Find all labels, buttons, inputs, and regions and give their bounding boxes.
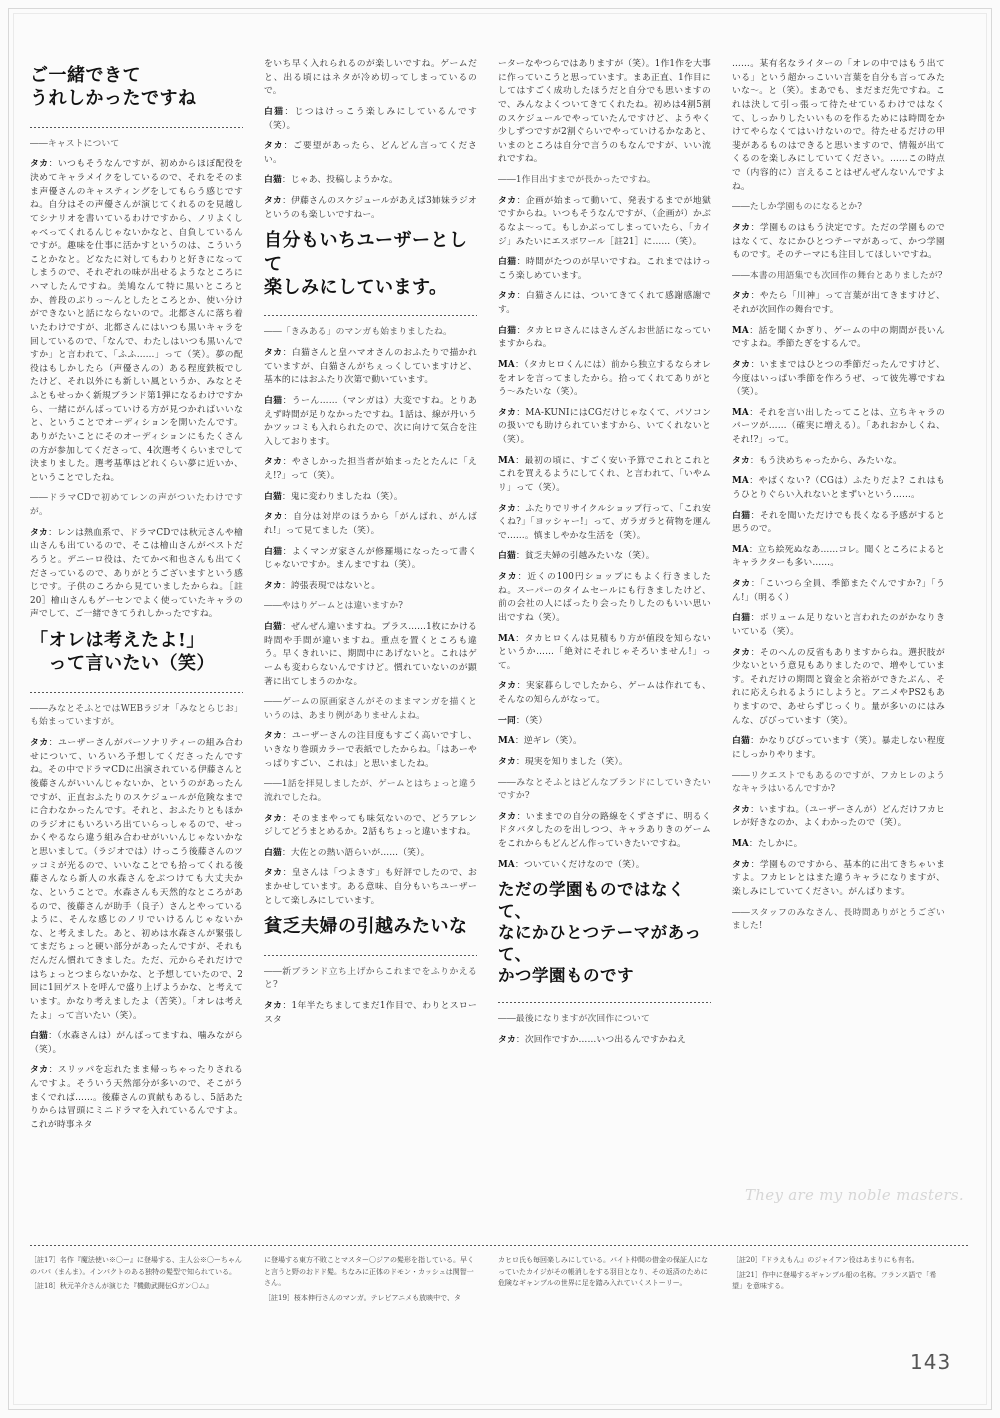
answer-text: ：それを聞いただけでも長くなる予感がすると思うので。 [732,510,945,535]
footnote-divider [30,1245,970,1246]
speaker-name: タカ [732,222,751,233]
answer-text: ：（笑） [515,715,548,726]
page-number: 143 [910,1350,952,1374]
speaker-name: タカ [264,580,282,591]
answer-text: ：学園ものですから、基本的に出てきちゃいますよ。フカヒレとはまた違うキャラになりますが、楽しみにしていてください。がんばります。 [732,859,945,897]
answer-text: ：いつもそうなんですが、初めからほぼ配役を決めてキャラメイクをしているので、それをそのまま声優さんのキャスティングをしてもらう感じですね。自分はその声優さんが演じてくれるのを見越してシナリオを書いているわけですから、ノリよくしゃべってくれるんじゃないかなと、自負しているんですが。趣味を仕事に活かすというのは、こういうことかなと。どなたに対してもわりと好きになってしまうので、それぞれの味が出せるようなところにハマしたんですね。美鳩なんて特に黒いところとか、普段のぶりっ～んとしたところとか、使い分けができないと話にならないので。北都さんに落ち着いたわけですが、北都さんにはいつも黒いキャラを回しているので、「なんで、わたしはいつも黒いんですか」と言われて、「ふふ……」って（笑）。夢の配役はもしかしたら（声優さんの）ある程度鉄板でしたけど、それ以外にも新しい風というか、みなとそふともせっかく新規ブランド第1弾になるわけですから、一緒にがんばっていける方が見つかればいいなと、ということでオーディションを開いたんです。ありがたいことにそのオーディションにもたくさんの方が参加してくださって、4次選考くらいまでして決まりました。選考基準はどれくらい夢に近いか、ということでしたね。 [30,159,243,483]
interview-answer [498,503,711,544]
footnote-column-1 [30,1255,243,1296]
speaker-name: タカ [732,359,751,370]
answer-text: ：うーん……（マンガは）大変ですね。とりあえず時間が足りなかったですね。1話は、線が丹いうかツッコミも入れられたので、次に向けて気合を注入しております。 [264,395,477,447]
speaker-name: タカ [732,291,751,302]
interview-answer [732,544,945,571]
body-paragraph: ーターなやつらではありますが（笑）。1作1作を大事に作っていこうと思っています。まあ正直、1作目にしてはすごく成功したほうだと自分でも思いますので、みんなよくついてきてくれたね。初めは4割5割のスケジュールでやっていたんですけど、ようやく少しずつですが2割ぐらいでやっていけるかなあと、いまのところは自分で言うのもなんですが、いい流れですね。 [498,59,711,165]
heading-rule [30,127,243,128]
interview-answer [498,859,711,873]
speaker-name: タカ [264,512,284,523]
interview-question: ――やはりゲームとは違いますか? [264,601,404,612]
interview-answer [732,838,945,852]
interview-answer [732,455,945,469]
speaker-name: タカ [498,1035,516,1046]
footnote-column-4 [732,1255,945,1296]
interview-answer [732,859,945,900]
answer-text: ：たしかに。 [748,839,803,849]
answer-text: ：ボリューム足りないと言われたのがかなりきいている（笑）。 [732,613,945,637]
answer-text: ：そのへんの反省もありますからね。選択肢が少ないという意見もありましたので、増やしています。それだけの期間と資金と余裕ができたぶん、それに応えられるようにしようと。アニメやPS2もありますので、あせらずじっくり。量が多いのにはみんな、びびっています（笑）。 [732,647,945,726]
text-column-4 [732,58,945,941]
answer-text: ：もう決めちゃったから、みたいな。 [749,455,903,466]
answer-text: ：やばくない?（CGは）ふたりだよ? これはもうひとりぐらい入れないとまずいという……。 [732,476,945,500]
speaker-name: 白猫 [732,736,751,747]
answer-text: ：やたら「川神」って言葉が出てきますけど、それが次回作の舞台です。 [732,291,945,315]
interview-answer [498,715,711,729]
answer-text: ：スリッパを忘れたまま帰っちゃったりされるんですよ。そういう天然部分が多いので、そこがうまくでれば……。後藤さんの貢献もあるし、5話あたりからは冒頭にミニドラマを入れているんですよ。これが時事ネタ [30,1065,243,1130]
answer-text: ：いままではひとつの季節だったんですけど、今度はいっぱい季節を作ろうぜ、って彼先導ですね（笑）。 [732,359,945,398]
interview-answer [498,680,711,707]
answer-text: ：レンは熱血系で、ドラマCDでは秋元さんや檜山さんも出ているので、そこは檜山さんがベストだろうと。デニーロ役は、たてかべ和也さんも出てくださっているので、ありがとうございますという感じです。子供のころから見ていましたからね。［註20］檜山さんもゲーセンでよく使っていたキャラの声でして、ご一緒できてうれしかったですね。 [30,527,243,620]
interview-answer [264,456,477,483]
interview-answer [264,580,477,594]
speaker-name: MA [732,325,749,336]
answer-text: ：ユーザーさんの注目度もすごく高いですし、いきなり巻頭カラーで表紙でしたからね。「はあーやっぱりすごい、これは」と思いましたね。 [264,731,477,769]
interview-answer [264,1000,477,1027]
interview-answer [264,395,477,450]
answer-text: ：よくマンガ家さんが修羅場になったって書くじゃないですか。まんまですね（笑）。 [264,546,477,571]
interview-answer [498,756,711,770]
interview-answer [30,1030,243,1057]
interview-answer [264,621,477,689]
interview-answer [30,158,243,485]
interview-answer [30,737,243,1023]
interview-answer [498,359,711,400]
answer-text: ：タカヒロさんにはさんざんお世話になっていますからね。 [498,325,711,350]
footnote: カヒロ氏も毎回楽しみにしている。バイト仲間の借金の保証人になっていたカイジがその帳消しをする羽目となり、その返済のために危険なギャンブルの世界に足を踏み入れていくストーリー。 [498,1256,708,1288]
speaker-name: タカ [264,348,283,359]
speaker-name: タカ [30,159,49,170]
answer-text: ：「こいつら全員、季節またぐんですか?」「うん!」（明るく） [732,579,945,603]
interview-answer [732,578,945,605]
speaker-name: 白猫 [264,546,283,557]
interview-answer [30,1064,243,1132]
interview-answer [732,735,945,762]
speaker-name: タカ [264,141,284,152]
interview-question: ――みなとそふとはどんなブランドにしていきたいですか? [498,777,711,802]
interview-answer [264,546,477,573]
speaker-name: タカ [264,1000,283,1011]
speaker-name: 白猫 [732,613,751,624]
speaker-name: タカ [30,1065,49,1076]
interview-answer [264,195,477,222]
interview-answer [30,527,243,622]
speaker-name: 白猫 [732,510,751,521]
answer-text: ：やさしかった担当者が始まったとたんに「ええ!?」って（笑）。 [264,457,477,482]
interview-answer [732,647,945,729]
interview-question: ――スタッフのみなさん、長時間ありがとうございました! [732,907,945,932]
speaker-name: タカ [732,859,751,870]
interview-answer [732,612,945,639]
section-heading: 自分もいちユーザーとして 楽しみにしています。 [264,230,468,299]
answer-text: ：貧乏夫婦の引越みたいな（笑）。 [515,551,655,562]
heading-rule [498,1002,711,1003]
speaker-name: MA [498,859,515,870]
interview-answer [264,867,477,908]
answer-text: ：タカヒロくんは見積もり方が値段を知らないというか……「絶対にそれじゃそろいません!」って。 [498,633,711,671]
heading-rule [264,955,477,956]
speaker-name: 白猫 [264,847,282,858]
speaker-name: タカ [498,572,518,582]
body-paragraph: ……。某有名なライターの「オレの中ではもう出ている」という超かっこいい言葉を自分も言ってみたいな～。と（笑）。まあでも、まだまだ先ですね。これは決して引っ張って待たせているわけではなくて、しっかりしたいいものを作るためには時間をかけてやらなくてはいけないので。待たせるだけの甲斐があるものはできると思いますので、情報が出てくるのを楽しみにしていてください。……この時点で（内容的に）言えることはぜんぜんないんですよね。 [732,59,945,192]
interview-answer [732,359,945,400]
section-heading: 「オレは考えたよ!」 って言いたい（笑） [30,630,215,675]
answer-text: ：（水森さんは）がんばってますね、噛みながら（笑）。 [30,1031,243,1055]
interview-answer [732,407,945,448]
interview-answer [498,407,711,448]
answer-text: ：ユーザーさんがパーソナリティーの組み合わせについて、いろいろ予想してくださったんですね。その中でドラマCDに出演されている伊藤さんと後藤さんがいいんじゃないか、というのがあったんですが、正直おふたりのスケジュールが危険なまでに合わなかったんです。それと、おふたりともほかのラジオにもいろいろ出ていらっしゃるので、せっかくやるなら違う組み合わせがいいんじゃないかなと思いまして。（ラジオでは）けっこう後藤さんのツッコミが光るので、いいなことでも拾ってくれる後藤さんなら新人の水森さんをぶつけても大丈夫かな、ということで。水森さんも天然的なところがあるので、後藤さんが助手（良子）さんとやっているように、そんな感じのノリでいけるんじゃないかな、と考えました。あと、初めは水森さんが緊張してまだちょっと硬い部分があったんですが、それもだんだん慣れてきました。ただ、元からそれだけではちょっとつまらないかな、と予想していたので、2回に1回ゲストを呼んで盛り上げようかな、と考えています。かなり考えましたよ（苦笑）。「オレは考えたよ」って言いたい（笑）。 [30,738,243,1021]
speaker-name: タカ [732,804,751,815]
speaker-name: MA [732,407,749,418]
speaker-name: タカ [732,579,751,589]
interview-answer [498,633,711,674]
interview-answer [498,811,711,852]
answer-text: ：現実を知りました（笑）。 [515,756,628,767]
answer-text: ：近くの100円ショップにもよく行きましたね。スーパーのタイムセールにも行きましたけど、前の会社の人にばったり会ったりしたのもいい思い出ですね（笑）。 [498,572,711,623]
footnote: ［註20］『ドラえもん』のジャイアン役はあまりにも有名。 [732,1256,919,1264]
answer-text: ：大佐との熱い語らいが……（笑）。 [281,847,430,858]
answer-text: ：鬼に変わりましたね（笑）。 [281,491,403,502]
speaker-name: タカ [264,457,283,468]
heading-rule [30,692,243,693]
interview-answer [498,290,711,317]
speaker-name: タカ [732,647,751,658]
section-heading: ただの学園ものではなくて、 なにかひとつテーマがあって、 かつ学園ものです [498,880,702,985]
answer-text: ：白猫さんには、ついてきてくれて感謝感謝です。 [498,291,711,315]
answer-text: ：じゃあ、投稿しようかな。 [281,175,398,186]
speaker-name: タカ [498,756,516,767]
speaker-name: タカ [30,738,49,749]
interview-answer [264,730,477,771]
interview-answer [498,1034,711,1048]
speaker-name: タカ [264,196,283,206]
speaker-name: 白猫 [264,491,282,502]
answer-text: ：それを言い出したってことは、立ちキャラのパーツが……（確実に増える）。「あれおかしくね、それ!?」って。 [732,407,945,445]
answer-text: ：ぜんぜん違いますね。プラス……1枚にかける時間や手間が違いますね。重点を置くところも違う。早くきれいに、期間中にあげないと。これはゲームも変わらないんですけど。慣れていないのが顕著に出てしまうのかな。 [264,622,477,687]
interview-question: ――ゲームの原画家さんがそのままマンガを描くというのは、あまり例がありませんよね。 [264,697,477,721]
answer-text: ：話を聞くかぎり、ゲームの中の期間が長いんですよね。季節たぎをするんで。 [732,325,945,350]
speaker-name: MA [732,544,749,555]
answer-text: ：実家暮らしでしたから、ゲームは作れても、そんなの知らんがなって。 [498,681,711,705]
interview-question: ――本書の用語集でも次回作の舞台とありましたが? [732,270,943,281]
interview-question: ――新ブランド立ち上げからこれまでをふりかえると? [264,966,477,991]
footnote: に登場する東方不敗ことマスター〇ジアの髪形を指している。早くと言うと野のおドド髪。ちなみに正体のドモン・カッシュは関智一さん。 [264,1256,474,1288]
interview-question: ――1話を拝見しましたが、ゲームとはちょっと違う流れでしたね。 [264,779,477,803]
answer-text: ：かなりびびっています（笑）。暴走しない程度にしっかりやります。 [732,736,945,760]
speaker-name: タカ [30,527,49,538]
speaker-name: タカ [498,681,517,692]
interview-answer [498,735,711,749]
speaker-name: 一同 [498,715,516,726]
answer-text: ：立ち絵死ぬなあ……コレ。聞くところによるとキャラクターも多い……。 [732,544,946,569]
answer-text: ：自分は対岸のほうから「がんばれ、がんばれ!」って見てました（笑）。 [264,512,477,536]
interview-answer [264,140,477,167]
footnote-column-2 [264,1255,477,1307]
interview-answer [264,106,477,133]
answer-text: ：企画が始まって動いて、発表するまでが地獄ですからね。いつもそうなんですが、（企画が）かぶるなよ～って。もしかぶってしまっていたら、「カイジ」みたいにエスポワール［註21］に……（笑）。 [498,195,711,247]
speaker-name: MA [498,359,515,370]
speaker-name: 白猫 [264,622,283,633]
speaker-name: タカ [732,455,750,466]
interview-question: ――1作目出すまでが長かったですね。 [498,175,656,185]
answer-text: ：ついていくだけなので（笑）。 [514,859,645,870]
speaker-name: 白猫 [498,551,516,562]
tagline-watermark: They are my noble masters. [745,1186,964,1204]
interview-answer [264,511,477,538]
interview-answer [498,571,711,626]
interview-answer [498,256,711,283]
text-column-2 [264,58,477,1034]
speaker-name: MA [498,736,515,747]
answer-text: ：いままでの自分の路線をくずさずに、明るくドタバタしたのを出しつつ、キャラありきのゲームをこれからもどんどん作っていきたいですね。 [498,811,711,849]
section-heading: ご一緒できて うれしかったですね [30,65,197,110]
speaker-name: タカ [264,813,283,824]
answer-text: ：逆ギレ（笑）。 [514,736,582,747]
speaker-name: タカ [498,291,517,302]
answer-text: ：ふたりでリサイクルショップ行って、「これ安くね?」「ヨッシャー!」って、ガラガラと荷物を運んで……。慎ましやかな生活を（笑）。 [498,503,711,541]
interview-answer [732,222,945,263]
body-paragraph: をいち早く入れられるのが楽しいですね。ゲームだと、出る頃にはネタが冷め切ってしまっているので。 [264,59,477,97]
answer-text: ：そのままやっても味気ないので、どうアレンジしてどうまとめるか。2話もちょっと違いますね。 [264,813,477,838]
answer-text: ：（タカヒロくんには）前から独立するならオレをオレを言ってましたから。拾ってくれてありがとう～みたいな（笑）。 [498,359,711,398]
speaker-name: タカ [264,731,283,742]
interview-question: ――たしか学園ものになるとか? [732,202,863,213]
answer-text: ：じつはけっこう楽しみにしているんです（笑）。 [264,106,477,131]
speaker-name: タカ [498,195,517,206]
speaker-name: タカ [498,811,517,822]
answer-text: ：皇さんは「つよきす」も好評でしたので、おまかせしています。ある意味、自分もいちユーザーとして楽しみにしています。 [264,868,477,906]
speaker-name: タカ [498,503,517,514]
answer-text: ：次回作ですか……いつ出るんですかねえ [515,1035,686,1046]
speaker-name: MA [732,476,749,487]
answer-text: ：1年半たちましてまだ1作目で、わりとスロースタ [264,1000,477,1025]
interview-question: ――みなとそふとではWEBラジオ「みなとらじお」も始まっていますが。 [30,703,243,728]
speaker-name: 白猫 [498,325,517,336]
speaker-name: 白猫 [264,395,283,406]
interview-answer [732,325,945,352]
speaker-name: MA [732,839,749,849]
interview-question: ――最後になりますが次回作について [498,1014,650,1025]
interview-answer [498,455,711,496]
speaker-name: MA [498,455,515,466]
interview-answer [264,813,477,840]
answer-text: ：伊藤さんのスケジュールがあえば3姉妹ラジオというのも楽しいですねー。 [264,196,477,220]
answer-text: ：誇張表現ではないと。 [281,580,381,591]
footnote: ［註17］名作『魔法使い※〇ー』に登場する、主人公※〇ーちゃんのパパ（まんま）。インパクトのある独特の髪型で知られている。 [30,1256,242,1276]
footnote: ［註21］作中に登場するギャンブル船の名称。フランス語で「希望」を意味する。 [732,1270,937,1291]
footnote-column-3 [498,1255,711,1293]
heading-rule [264,315,477,316]
footnote: ［註19］桜本伸行さんのマンガ。テレビアニメも放映中で、タ [264,1293,461,1302]
answer-text: ：いますね。（ユーザーさんが）どんだけフカヒレが好きなのか、よくわかったので（笑）。 [732,804,945,829]
answer-text: ：ご要望があったら、どんどん言ってください。 [264,141,477,165]
text-column-1 [30,58,243,1140]
speaker-name: 白猫 [498,257,517,268]
interview-answer [498,550,711,564]
section-heading: 貧乏夫婦の引越みたいな [264,916,468,938]
speaker-name: MA [498,633,515,644]
speaker-name: 白猫 [264,175,282,186]
answer-text: ：最初の頃に、すごく安い予算でこれとこれとこれを買えるようにしてくれ、と言われて、「いやムリ」って（笑）。 [498,455,711,493]
interview-answer [498,195,711,250]
interview-answer [264,174,477,188]
interview-answer [732,510,945,537]
speaker-name: タカ [498,407,517,418]
speaker-name: タカ [264,868,283,879]
text-column-3 [498,58,711,1055]
answer-text: ：学園ものはもう決定です。ただの学園ものではなくて、なにかひとつテーマがあって、かつ学園ものです。そのテーマにも注目してほしいですね。 [732,222,945,261]
interview-question: ――ドラマCDで初めてレンの声がついたわけですが。 [30,493,243,518]
interview-answer [732,290,945,317]
footnote: ［註18］秋元羊介さんが演じた『機動武闘伝Gガン〇ム』 [30,1282,213,1291]
answer-text: ：白猫さんと皇ハマオさんのおふたりで描かれていますが、白猫さんがちぇっくしていますけど、基本的にはおふたり次第で動いています。 [264,348,477,386]
speaker-name: 白猫 [30,1031,49,1042]
interview-answer [264,491,477,505]
interview-answer [264,347,477,388]
interview-question: ――「きみある」のマンガも始まりましたね。 [264,327,452,338]
interview-answer [498,325,711,352]
answer-text: ：時間がたつのが早いですね。これまではけっこう楽しめています。 [498,257,711,281]
interview-question: ――リクエストでもあるのですが、フカヒレのようなキャラはいるんですか? [732,770,945,795]
speaker-name: 白猫 [264,106,285,117]
interview-answer [264,847,477,861]
answer-text: ：MA-KUNIにはCGだけじゃなくて、パソコンの扱いでも助けられていますから、いてくれないと（笑）。 [498,407,711,445]
interview-answer [732,804,945,831]
interview-answer [732,475,945,502]
interview-question: ――キャストについて [30,138,120,149]
footnotes [30,1245,970,1302]
